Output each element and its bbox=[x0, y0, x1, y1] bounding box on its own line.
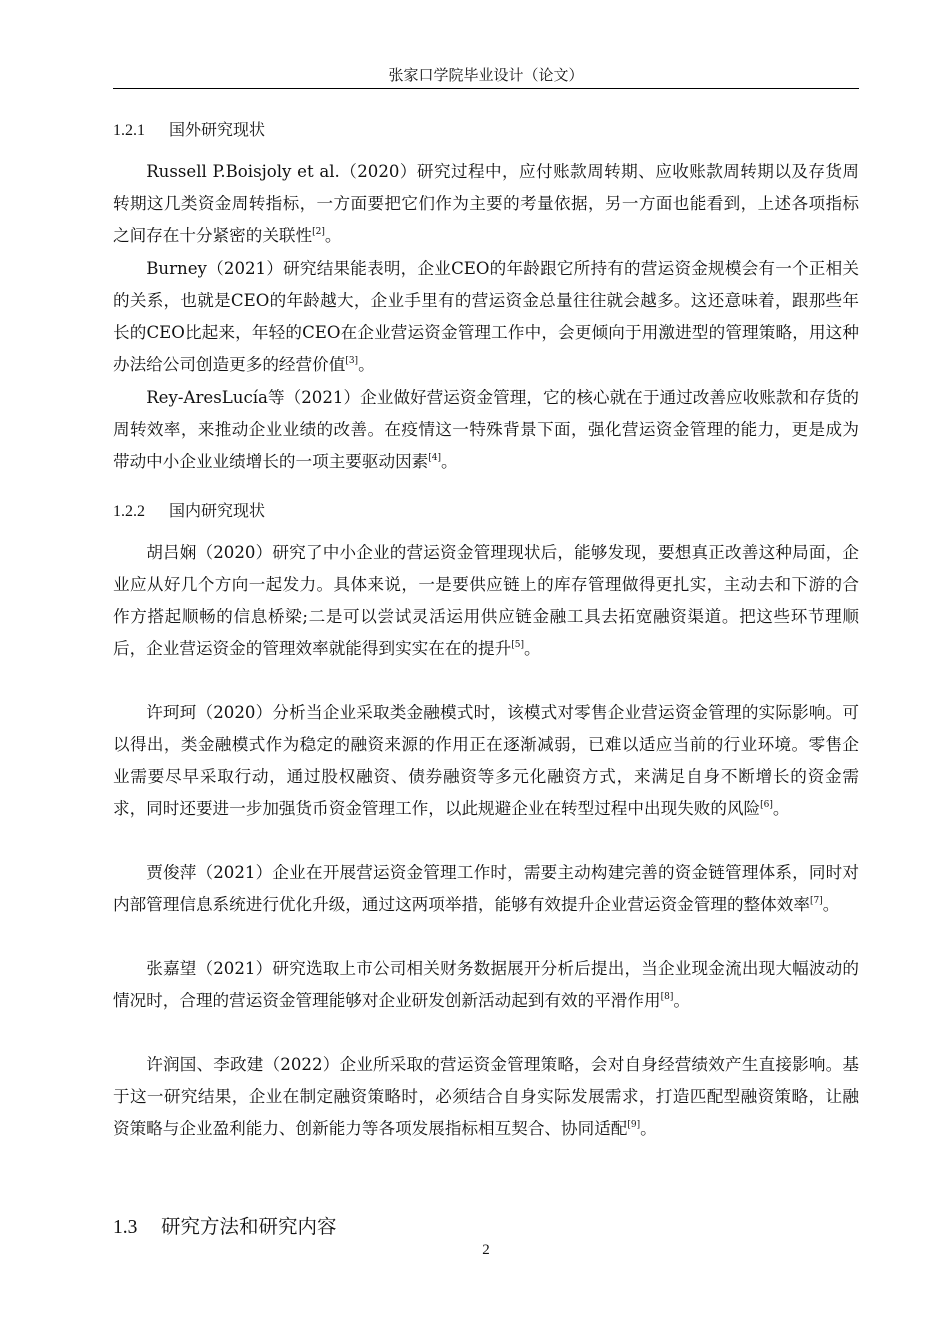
paragraph-russell: Russell P.Boisjoly et al.（2020）研究过程中，应付账款周转期、应收账款周转期以及存货周转期这几类资金周转指标，一方面要把它们作为主要的考量依据，另一方面也能看到，上述各项指标之间存在十分紧密的关联性[2]。 bbox=[113, 162, 859, 245]
heading-1-2-2 bbox=[113, 499, 265, 524]
heading-number: 1.3 bbox=[113, 1217, 138, 1238]
paragraph-text: 贾俊萍（2021）企业在开展营运资金管理工作时，需要主动构建完善的资金链管理体系，同时对内部管理信息系统进行优化升级，通过这两项举措，能够有效提升企业营运资金管理的整体效率 bbox=[113, 863, 859, 914]
citation-ref: [7] bbox=[809, 896, 823, 906]
paragraph-zhang: 张嘉望（2021）研究选取上市公司相关财务数据展开分析后提出，当企业现金流出现大幅波动的情况时，合理的营运资金管理能够对企业研发创新活动起到有效的平滑作用[8]。 bbox=[113, 959, 859, 1010]
paragraph-text: 许珂珂（2020）分析当企业采取类金融模式时，该模式对零售企业营运资金管理的实际影响。可以得出，类金融模式作为稳定的融资来源的作用正在逐渐减弱，已难以适应当前的行业环境。零售企业需要尽早采取行动，通过股权融资、债券融资等多元化融资方式，来满足自身不断增长的资金需求，同时还要进一步加强货币资金管理工作，以此规避企业在转型过程中出现失败的风险 bbox=[113, 703, 859, 818]
paragraph-text: 许润国、李政建（2022）企业所采取的营运资金管理策略，会对自身经营绩效产生直接影响。基于这一研究结果，企业在制定融资策略时，必须结合自身实际发展需求，打造匹配型融资策略，让融资策略与企业盈利能力、创新能力等各项发展指标相互契合、协同适配 bbox=[113, 1055, 859, 1138]
citation-ref: [4] bbox=[428, 453, 442, 463]
heading-number: 1.2.2 bbox=[113, 503, 145, 520]
header-rule bbox=[113, 88, 859, 89]
paragraph-text: Rey-AresLucía等（2021）企业做好营运资金管理，它的核心就在于通过改善应收账款和存货的周转效率，来推动企业业绩的改善。在疫情这一特殊背景下面，强化营运资金管理的能力，更是成为带动中小企业业绩增长的一项主要驱动因素 bbox=[113, 388, 859, 471]
paragraph-jia: 贾俊萍（2021）企业在开展营运资金管理工作时，需要主动构建完善的资金链管理体系，同时对内部管理信息系统进行优化升级，通过这两项举措，能够有效提升企业营运资金管理的整体效率[7]。 bbox=[113, 863, 859, 914]
citation-ref: [5] bbox=[511, 640, 524, 650]
heading-number: 1.2.1 bbox=[113, 122, 145, 139]
paragraph-text: Burney（2021）研究结果能表明，企业CEO的年龄跟它所持有的营运资金规模会有一个正相关的关系，也就是CEO的年龄越大，企业手里有的营运资金总量往往就会越多。这还意味着，跟那些年长的CEO比起来，年轻的CEO在企业营运资金管理工作中，会更倾向于用激进型的管理策略，用这种办法给公司创造更多的经营价值 bbox=[113, 259, 859, 374]
paragraph-hu: 胡吕娴（2020）研究了中小企业的营运资金管理现状后，能够发现，要想真正改善这种局面，企业应从好几个方向一起发力。具体来说，一是要供应链上的库存管理做得更扎实，主动去和下游的合作方搭起顺畅的信息桥梁;二是可以尝试灵活运用供应链金融工具去拓宽融资渠道。把这些环节理顺后，企业营运资金的管理效率就能得到实实在在的提升[5]。 bbox=[113, 543, 859, 658]
paragraph-xu-li: 许润国、李政建（2022）企业所采取的营运资金管理策略，会对自身经营绩效产生直接影响。基于这一研究结果，企业在制定融资策略时，必须结合自身实际发展需求，打造匹配型融资策略，让融资策略与企业盈利能力、创新能力等各项发展指标相互契合、协同适配[9]。 bbox=[113, 1055, 859, 1138]
page-number: 2 bbox=[482, 1242, 490, 1258]
citation-ref: [8] bbox=[660, 992, 674, 1002]
heading-title: 国内研究现状 bbox=[169, 501, 266, 520]
citation-ref: [2] bbox=[312, 227, 325, 237]
paragraph-text: 胡吕娴（2020）研究了中小企业的营运资金管理现状后，能够发现，要想真正改善这种局面，企业应从好几个方向一起发力。具体来说，一是要供应链上的库存管理做得更扎实，主动去和下游的合作方搭起顺畅的信息桥梁;二是可以尝试灵活运用供应链金融工具去拓宽融资渠道。把这些环节理顺后，企业营运资金的管理效率就能得到实实在在的提升 bbox=[113, 543, 859, 658]
citation-ref: [6] bbox=[760, 800, 773, 810]
paragraph-burney: Burney（2021）研究结果能表明，企业CEO的年龄跟它所持有的营运资金规模会有一个正相关的关系，也就是CEO的年龄越大，企业手里有的营运资金总量往往就会越多。这还意味着，跟那些年长的CEO比起来，年轻的CEO在企业营运资金管理工作中，会更倾向于用激进型的管理策略，用这种办法给公司创造更多的经营价值[3]。 bbox=[113, 259, 859, 374]
paragraph-xu-keke: 许珂珂（2020）分析当企业采取类金融模式时，该模式对零售企业营运资金管理的实际影响。可以得出，类金融模式作为稳定的融资来源的作用正在逐渐减弱，已难以适应当前的行业环境。零售企业需要尽早采取行动，通过股权融资、债券融资等多元化融资方式，来满足自身不断增长的资金需求，同时还要进一步加强货币资金管理工作，以此规避企业在转型过程中出现失败的风险[6]。 bbox=[113, 703, 859, 818]
citation-ref: [9] bbox=[627, 1120, 641, 1130]
heading-1-2-1 bbox=[113, 118, 265, 143]
page-header: 张家口学院毕业设计（论文） bbox=[388, 66, 584, 84]
heading-title: 研究方法和研究内容 bbox=[161, 1215, 337, 1238]
citation-ref: [3] bbox=[345, 356, 359, 366]
heading-1-3 bbox=[113, 1213, 337, 1242]
heading-title: 国外研究现状 bbox=[169, 120, 266, 139]
paragraph-text: Russell P.Boisjoly et al.（2020）研究过程中，应付账款周转期、应收账款周转期以及存货周转期这几类资金周转指标，一方面要把它们作为主要的考量依据，另一方面也能看到，上述各项指标之间存在十分紧密的关联性 bbox=[113, 162, 859, 245]
paragraph-text: 张嘉望（2021）研究选取上市公司相关财务数据展开分析后提出，当企业现金流出现大幅波动的情况时，合理的营运资金管理能够对企业研发创新活动起到有效的平滑作用 bbox=[113, 959, 859, 1010]
paragraph-rey-ares: Rey-AresLucía等（2021）企业做好营运资金管理，它的核心就在于通过改善应收账款和存货的周转效率，来推动企业业绩的改善。在疫情这一特殊背景下面，强化营运资金管理的能力，更是成为带动中小企业业绩增长的一项主要驱动因素[4]。 bbox=[113, 388, 859, 471]
